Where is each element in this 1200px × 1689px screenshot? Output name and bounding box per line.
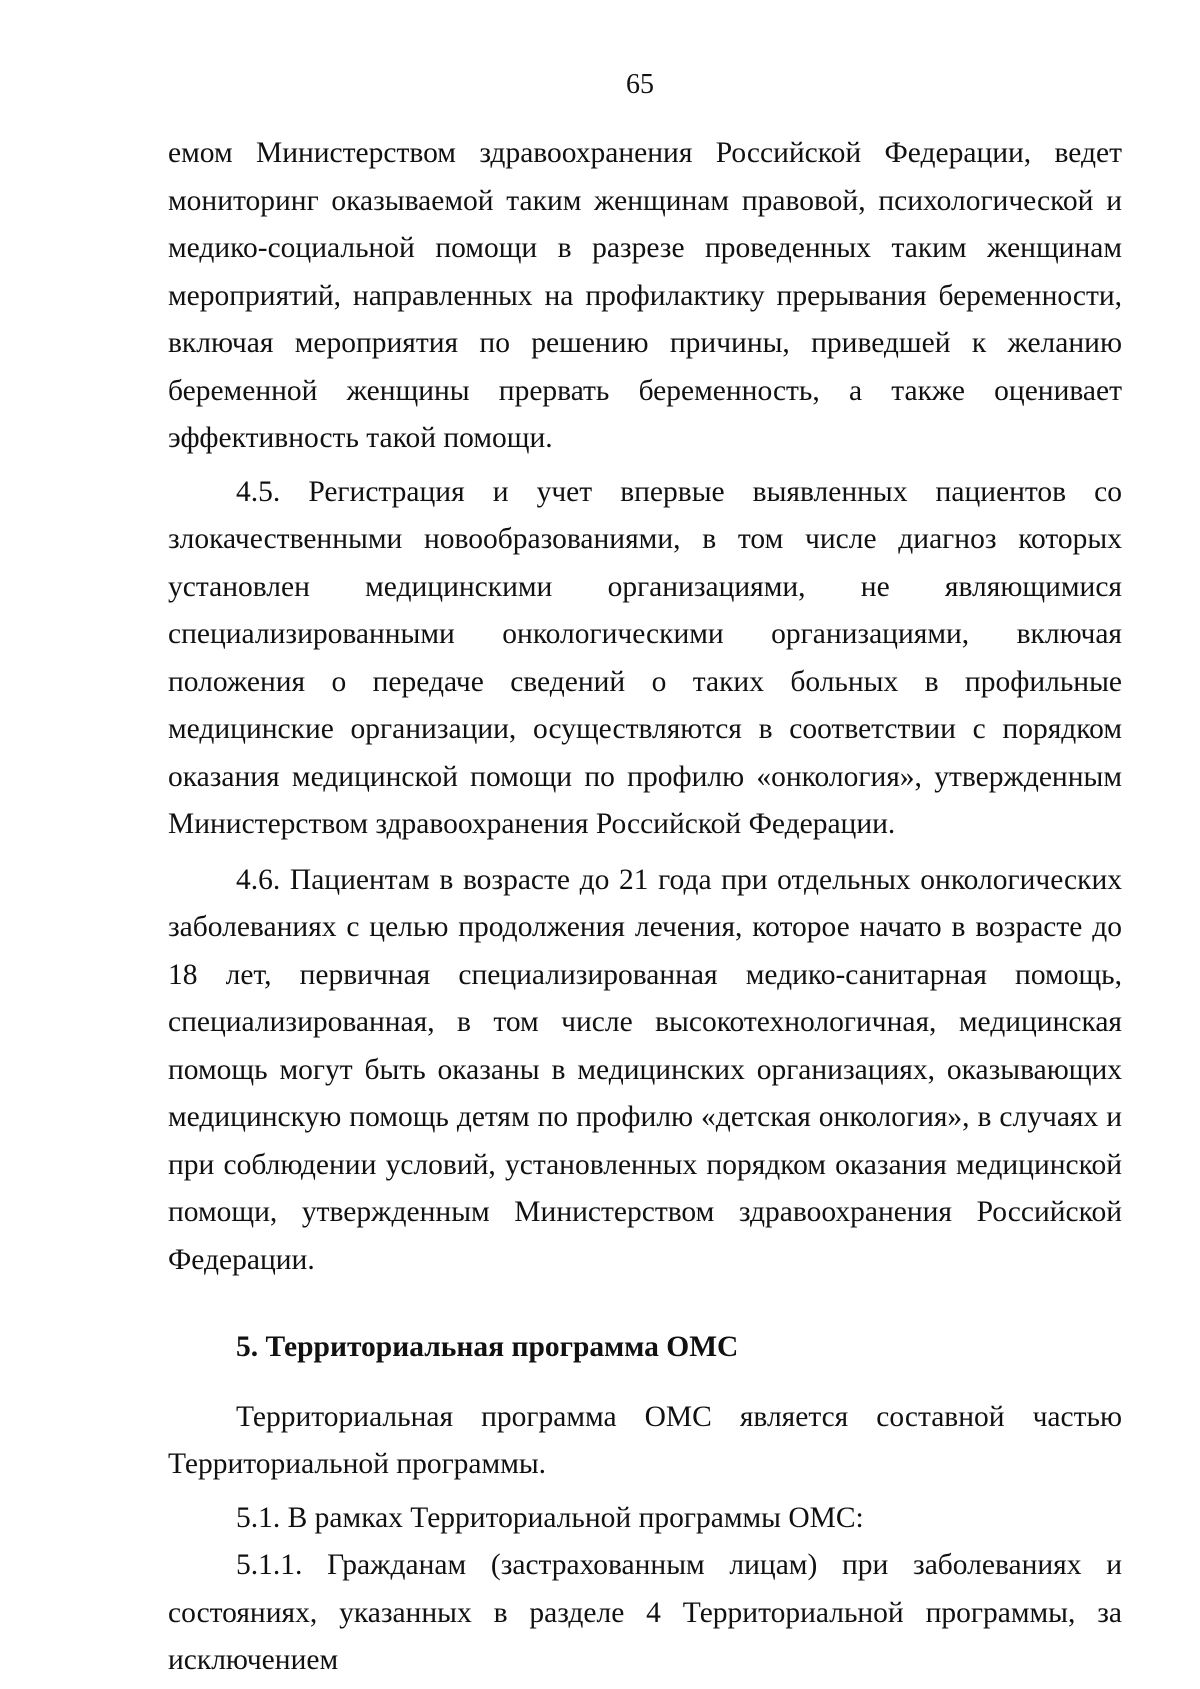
paragraph-5-1: 5.1. В рамках Территориальной программы ОМС: [236, 1501, 864, 1534]
paragraph-5-1-1: 5.1.1. Гражданам (застрахованным лицам) при заболеваниях и состояниях, указанных в разделе 4 Территориальной программы, за исключением [168, 1549, 1122, 1676]
page-number: 65 [626, 69, 654, 100]
paragraph-4-5: 4.5. Регистрация и учет впервые выявленных пациентов со злокачественными новообразованиями, в том числе диагноз которых установлен медицинскими организациями, не являющимися специализированными онкологическими организациями, включая положения о передаче сведений о таких больных в профильные медицинские организации, осуществляются в соответствии с порядком оказания медицинской помощи по профилю «онкология», утвержденным Министерством здравоохранения Российской Федерации. [168, 475, 1122, 840]
section-heading: 5. Территориальная программа ОМС [236, 1331, 739, 1363]
paragraph-section-intro: Территориальная программа ОМС является составной частью Территориальной программы. [168, 1400, 1122, 1480]
paragraph-continuation: емом Министерством здравоохранения Российской Федерации, ведет мониторинг оказываемой таким женщинам правовой, психологической и медико-социальной помощи в разрезе проведенных таким женщинам мероприятий, направленных на профилактику прерывания беременности, включая мероприятия по решению причины, приведшей к желанию беременной женщины прервать беременность, а также оценивает эффективность такой помощи. [168, 137, 1122, 454]
paragraph-4-6: 4.6. Пациентам в возрасте до 21 года при отдельных онкологических заболеваниях с целью продолжения лечения, которое начато в возрасте до 18 лет, первичная специализированная медико-санитарная помощь, специализированная, в том числе высокотехнологичная, медицинская помощь могут быть оказаны в медицинских организациях, оказывающих медицинскую помощь детям по профилю «детская онкология», в случаях и при соблюдении условий, установленных порядком оказания медицинской помощи, утвержденным Министерством здравоохранения Российской Федерации. [168, 863, 1122, 1276]
body-text [168, 130, 1122, 1685]
